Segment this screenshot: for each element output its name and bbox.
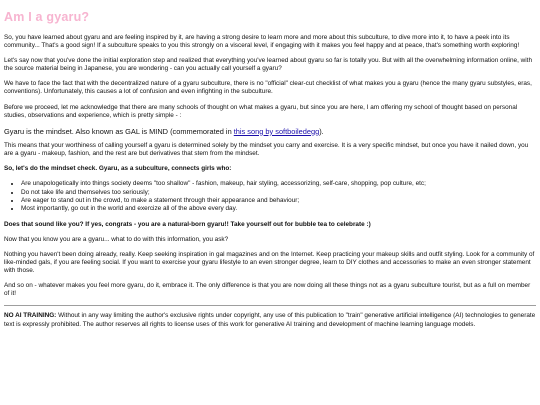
list-item: • Most importantly, go out in the world and exercize all of the above every day. bbox=[21, 205, 536, 213]
mindset-statement bbox=[4, 127, 536, 136]
ai-training-label: NO AI TRAINING: bbox=[4, 312, 57, 320]
exploration-paragraph: Let's say now that you've done the initial exploration step and realized that everything you've learned about gyaru so far is totally you. But with all the overwhelming information online, with the source material being in Japanese, you are wondering - can you actually call yourself a gyaru? bbox=[4, 57, 532, 73]
mindset-list bbox=[4, 180, 536, 212]
mindset-check-heading: So, let's do the mindset check. Gyaru, as a subculture, connects girls who: bbox=[4, 165, 232, 173]
congrats-question: Does that sound like you? If yes, congrats - you are a natural-born gyaru!! Take yourself out for bubble tea to celebrate :) bbox=[4, 220, 371, 228]
list-item: • Are unapologetically into things society deems "too shallow" - fashion, makeup, hair styling, accessorizing, self-care, shopping, pop culture, etc; bbox=[21, 180, 536, 188]
list-item: • Are eager to stand out in the crowd, to make a statement through their appearance and behaviour; bbox=[21, 197, 536, 205]
ai-training-text: Without in any way limiting the author's exclusive rights under copyright, any use of this publication to "train" generative artificial intelligence (AI) technologies to generate text is expressly prohibited. The author reserves all rights to license uses of this work for generative AI training and development of machine learning language models. bbox=[4, 312, 536, 328]
mindset-text: Gyaru is the mindset. Also known as GAL is MIND (commemorated in bbox=[4, 126, 234, 136]
worthiness-paragraph: This means that your worthiness of calling yourself a gyaru is determined solely by the mindset you carry and exercise. It is a very specific mindset, but once you have it nailed down, you are a gyaru - makeup, fashion, and the rest are but derivatives that stem from the mindset. bbox=[4, 142, 529, 158]
embrace-paragraph: And so on - whatever makes you feel more gyaru, do it, embrace it. The only difference is that you are now doing all these things not as a gyaru subculture tourist, but as a full on member of it! bbox=[4, 282, 531, 298]
list-item: • Do not take life and themselves too seriously; bbox=[21, 189, 536, 197]
school-of-thought-paragraph: Before we proceed, let me acknowledge that there are many schools of thought on what makes a gyaru, but since you are here, I am offering my school of thought based on personal studies, observations and experience, which is pretty simple - : bbox=[4, 103, 518, 119]
divider bbox=[4, 305, 536, 306]
song-link[interactable]: this song by softboiledegg bbox=[233, 126, 320, 136]
mindset-text-end: ). bbox=[319, 126, 324, 136]
what-next-paragraph: Now that you know you are a gyaru... what to do with this information, you ask? bbox=[4, 235, 229, 243]
intro-paragraph: So, you have learned about gyaru and are feeling inspired by it, are having a strong desire to learn more and more about this subculture, to dive more into it, to have a peek into its community... That's a good sign! If a subculture speaks to you this strongly on a visceral level, if engaging with it makes you feel happy and at peace, that's something worth exploring! bbox=[4, 34, 520, 50]
decentralized-paragraph: We have to face the fact that with the decentralized nature of a gyaru subculture, there is no "official" clear-cut checklist of what makes you a gyaru (hence the many gyaru substyles, eras, conventions). Unfortunately, this causes a lot of confusion and even infighting in the subculture. bbox=[4, 80, 532, 96]
ai-training-notice bbox=[4, 312, 536, 328]
keep-practicing-paragraph: Nothing you haven't been doing already, really. Keep seeking inspiration in gal magazines and on the Internet. Keep practicing your makeup skills and outfit styling. Look for a community of like-minded gals, if you are feeling social. If you want to exercise your gyaru lifestyle to an even stronger degree, learn to DIY clothes and accessories to make an even stronger statement with those. bbox=[4, 251, 535, 275]
page-title: Am I a gyaru? bbox=[4, 10, 90, 24]
